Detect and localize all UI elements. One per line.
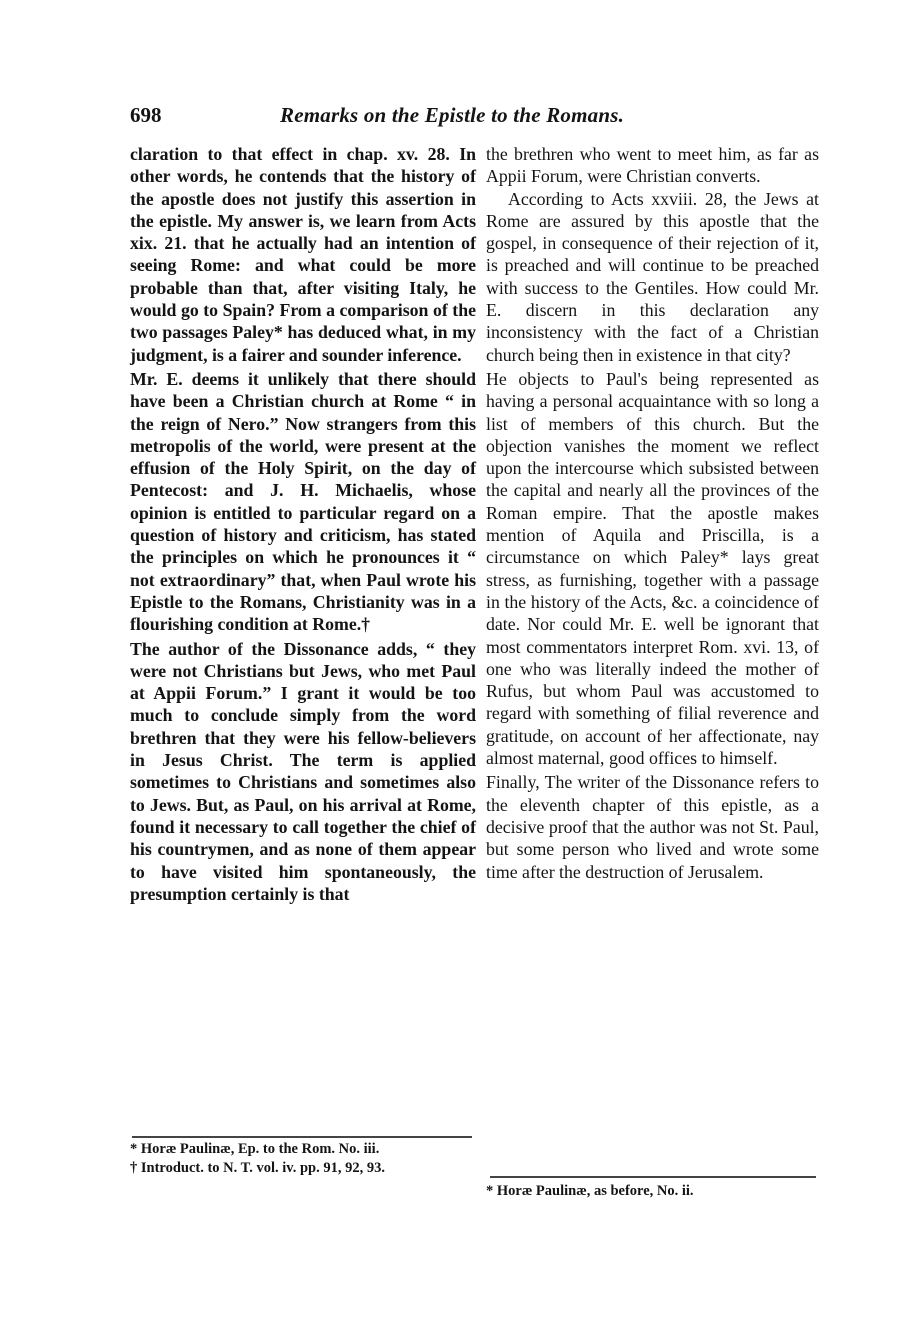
running-title: Remarks on the Epistle to the Romans.: [280, 103, 625, 127]
page-number: 698: [130, 103, 162, 127]
footnote-rule-left: [132, 1136, 472, 1138]
paragraph-right-4: Finally, The writer of the Dissonance refers to the eleventh chapter of this epistle, as a decisive proof that the author was not St. Paul, but some person who lived and wrote some time after the destruction of Jerusalem.: [486, 772, 819, 882]
footnote-rule-right: [490, 1176, 816, 1178]
footnote-left-2: † Introduct. to N. T. vol. iv. pp. 91, 92, 93.: [130, 1160, 385, 1176]
page-header: [130, 103, 820, 133]
paragraph-left-3: The author of the Dissonance adds, “ they were not Christians but Jews, who met Paul at Appii Forum.” I grant it would be too much to conclude simply from the word brethren that they were his fellow-believers in Jesus Christ. The term is applied sometimes to Christians and sometimes also to Jews. But, as Paul, on his arrival at Rome, found it necessary to call together the chief of his countrymen, and as none of them appear to have visited him spontaneously, the presumption certainly is that: [130, 638, 476, 904]
paragraph-left-2: Mr. E. deems it unlikely that there should have been a Christian church at Rome “ in the reign of Nero.” Now strangers from this metropolis of the world, were present at the effusion of the Holy Spirit, on the day of Pentecost: and J. H. Michaelis, whose opinion is entitled to particular regard on a question of history and criticism, has stated the principles on which he pronounces it “ not extraordinary” that, when Paul wrote his Epistle to the Romans, Christianity was in a flourishing condition at Rome.†: [130, 368, 476, 635]
footnote-left-1: * Horæ Paulinæ, Ep. to the Rom. No. iii.: [130, 1141, 380, 1157]
paragraph-left-1: claration to that effect in chap. xv. 28. In other words, he contends that the history of the apostle does not justify this assertion in the epistle. My answer is, we learn from Acts xix. 21. that he actually had an intention of seeing Rome: and what could be more probable than that, after visiting Italy, he would go to Spain? From a comparison of the two passages Paley* has deduced what, in my judgment, is a fairer and sounder inference.: [130, 144, 476, 365]
paragraph-right-2: According to Acts xxviii. 28, the Jews at Rome are assured by this apostle that the gospel, in consequence of their rejection of it, is preached and will continue to be preached with success to the Gentiles. How could Mr. E. discern in this declaration any inconsistency with the fact of a Christian church being then in existence in that city?: [486, 188, 819, 365]
paragraph-right-3: He objects to Paul's being represented as having a personal acquaintance with so long a list of members of this church. But the objection vanishes the moment we reflect upon the intercourse which subsisted between the capital and nearly all the provinces of the Roman empire. That the apostle makes mention of Aquila and Priscilla, is a circumstance on which Paley* lays great stress, as furnishing, together with a passage in the history of the Acts, &c. a coincidence of date. Nor could Mr. E. well be ignorant that most commentators interpret Rom. xvi. 13, of one who was literally indeed the mother of Rufus, but whom Paul was accustomed to regard with something of filial reverence and gratitude, on account of her affectionate, nay almost maternal, good offices to himself.: [486, 368, 819, 769]
footnotes-right: [486, 1182, 819, 1201]
paragraph-right-1: the brethren who went to meet him, as far as Appii Forum, were Christian converts.: [486, 144, 819, 187]
footnote-right-1: * Horæ Paulinæ, as before, No. ii.: [486, 1183, 694, 1199]
right-column: [486, 143, 819, 883]
footnotes-left: [130, 1140, 476, 1178]
left-column: [130, 143, 476, 905]
